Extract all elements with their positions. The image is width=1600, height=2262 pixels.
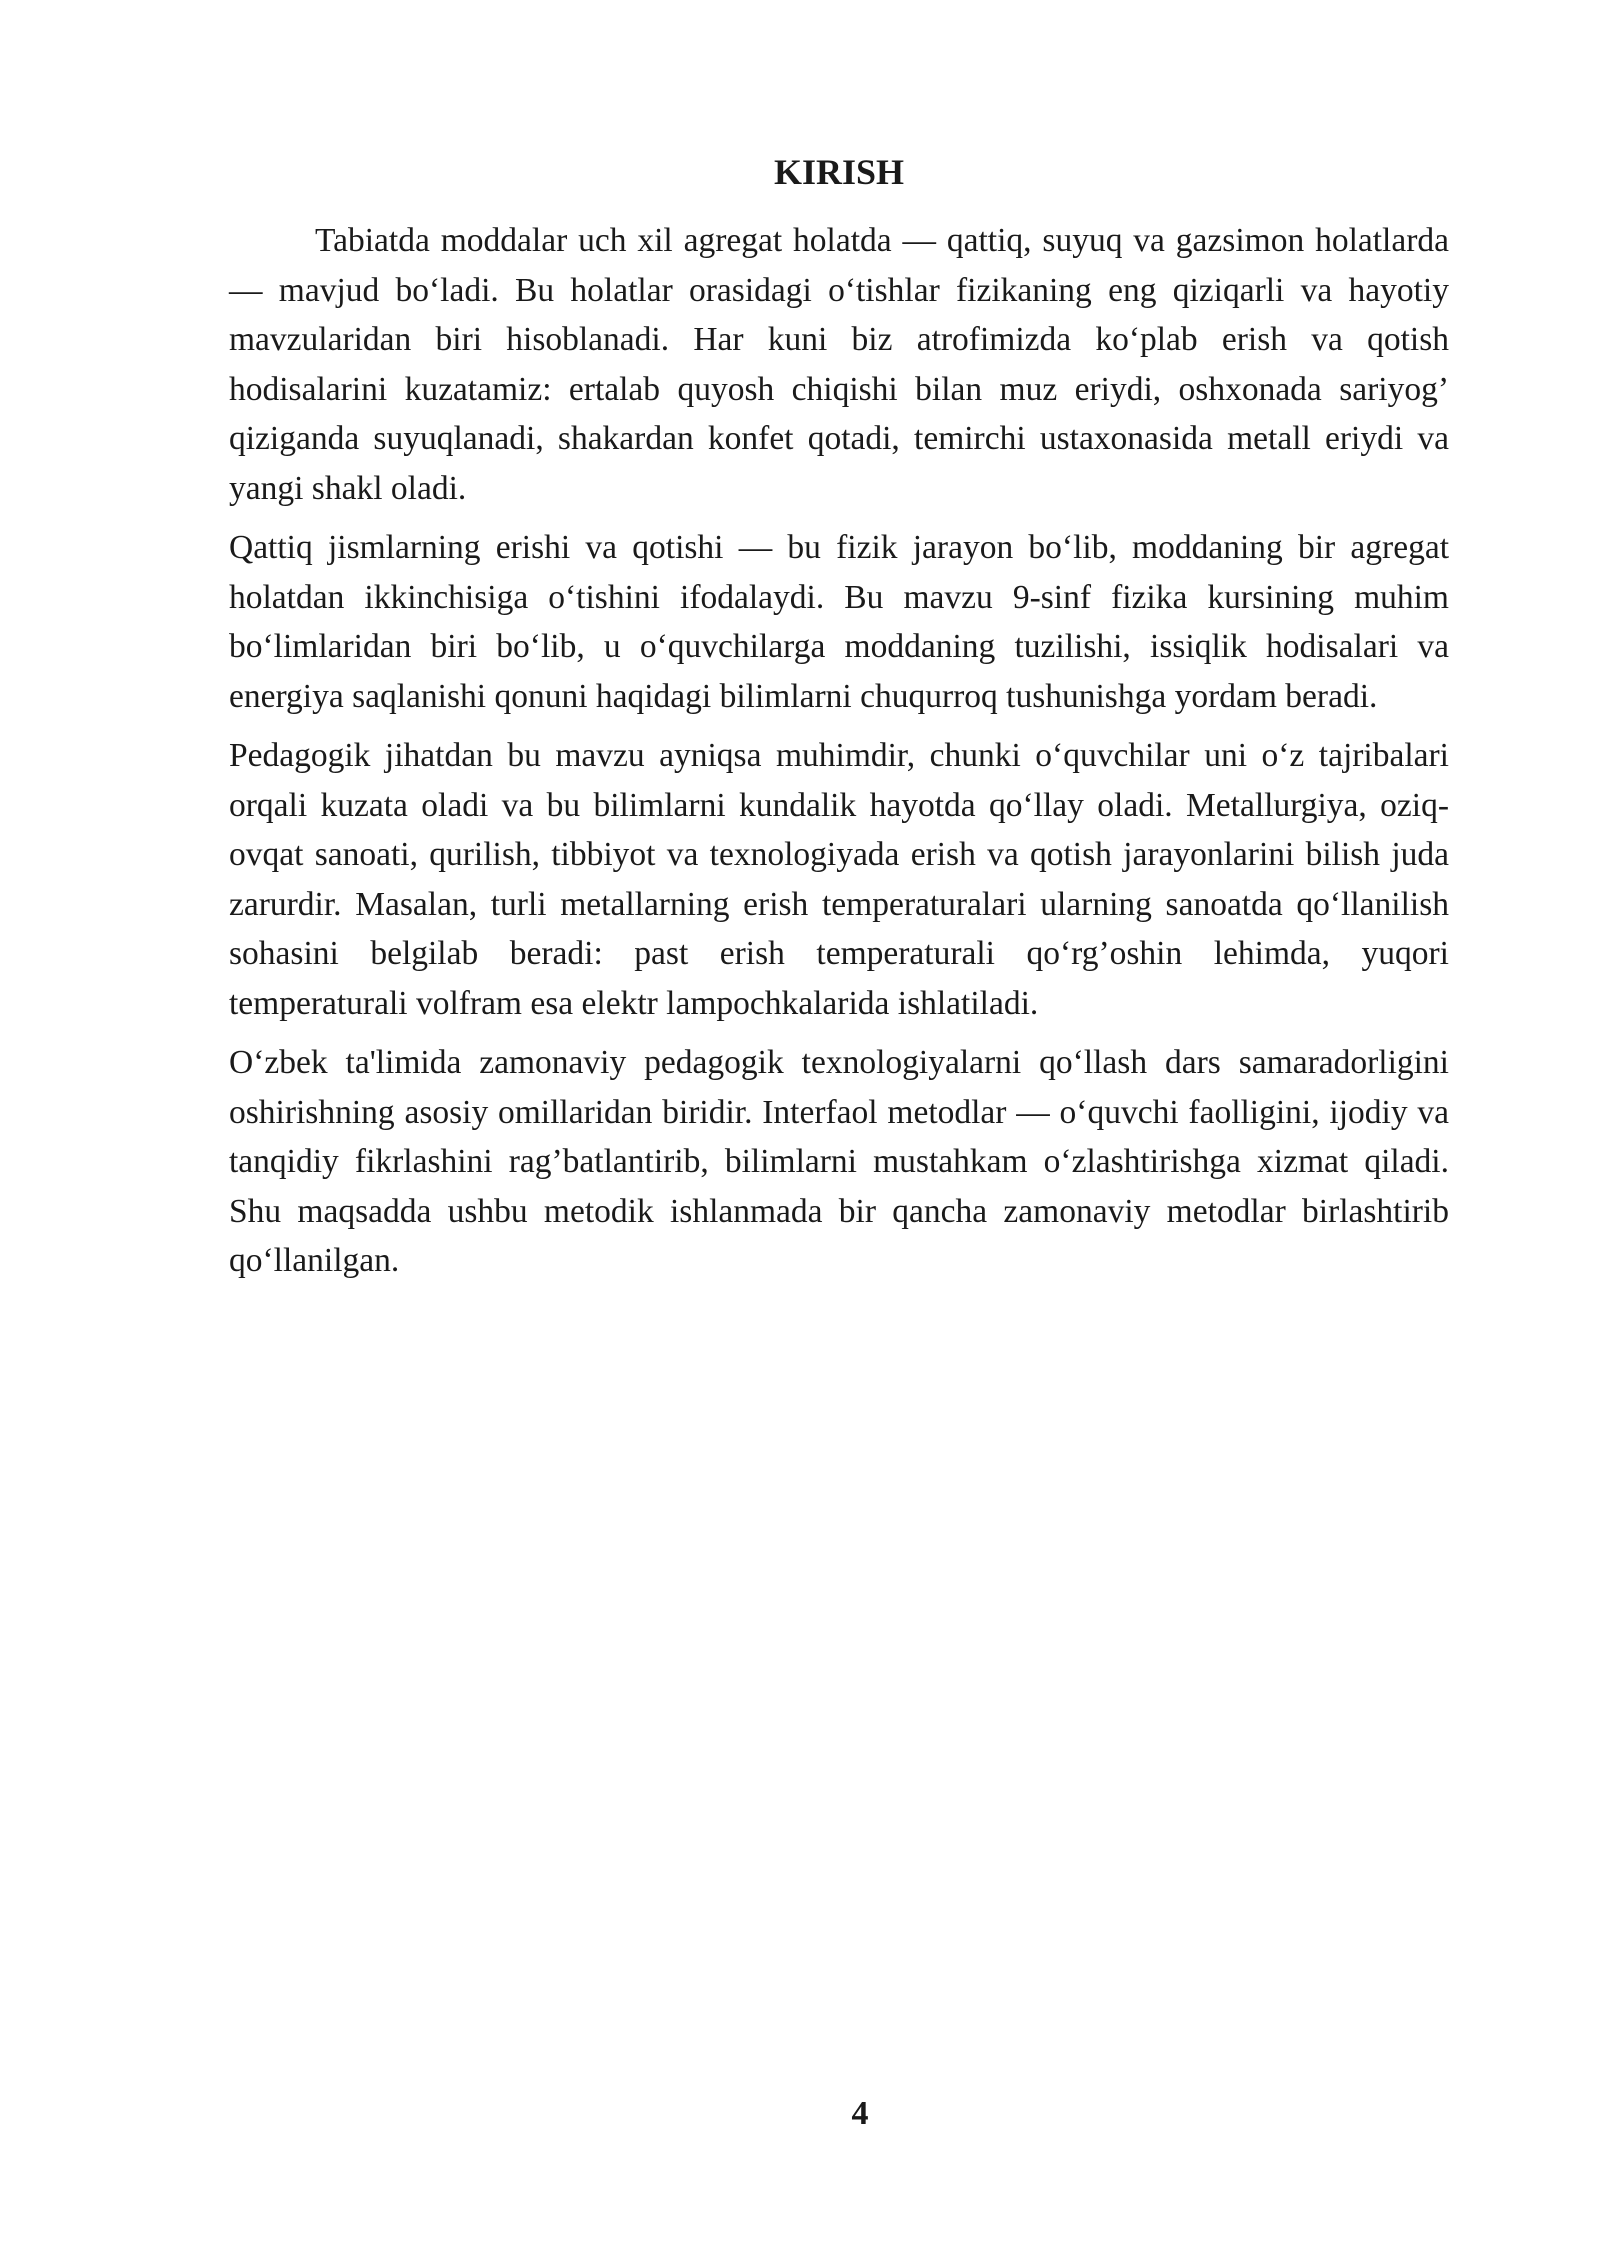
paragraph-2: Qattiq jismlarning erishi va qotishi — bu fizik jarayon bo‘lib, moddaning bir agregat holatdan ikkinchisiga o‘tishini ifodalaydi. Bu mavzu 9-sinf fizika kursining muhim bo‘limlaridan biri bo‘lib, u o‘quvchilarga moddaning tuzilishi, issiqlik hodisalari va energiya saqlanishi qonuni haqidagi bilimlarni chuqurroq tushunishga yordam beradi. xyxy=(229,529,1449,715)
paragraph-3: Pedagogik jihatdan bu mavzu ayniqsa muhimdir, chunki o‘quvchilar uni o‘z tajribalari orqali kuzata oladi va bu bilimlarni kundalik hayotda qo‘llay oladi. Metallurgiya, oziq-ovqat sanoati, qurilish, tibbiyot va texnologiyada erish va qotish jarayonlarini bilish juda zarurdir. Masalan, turli metallarning erish temperaturalari ularning sanoatda qo‘llanilish sohasini belgilab beradi: past erish temperaturali qo‘rg’oshin lehimda, yuqori temperaturali volfram esa elektr lampochkalarida ishlatiladi. xyxy=(229,737,1449,1022)
paragraph-4: O‘zbek ta'limida zamonaviy pedagogik texnologiyalarni qo‘llash dars samaradorligini oshirishning asosiy omillaridan biridir. Interfaol metodlar — o‘quvchi faolligini, ijodiy va tanqidiy fikrlashini rag’batlantirib, bilimlarni mustahkam o‘zlashtirishga xizmat qiladi. Shu maqsadda ushbu metodik ishlanmada bir qancha zamonaviy metodlar birlashtirib qo‘llanilgan. xyxy=(229,1044,1449,1279)
body-text xyxy=(229,216,1449,1296)
section-heading: KIRISH xyxy=(773,152,905,192)
paragraph-1: Tabiatda moddalar uch xil agregat holatda — qattiq, suyuq va gazsimon holatlarda — mavjud bo‘ladi. Bu holatlar orasidagi o‘tishlar fizikaning eng qiziqarli va hayotiy mavzularidan biri hisoblanadi. Har kuni biz atrofimizda ko‘plab erish va qotish hodisalarini kuzatamiz: ertalab quyosh chiqishi bilan muz eriydi, oshxonada sariyog’ qiziganda suyuqlanadi, shakardan konfet qotadi, temirchi ustaxonasida metall eriydi va yangi shakl oladi. xyxy=(229,222,1449,507)
page-number: 4 xyxy=(851,2095,869,2132)
